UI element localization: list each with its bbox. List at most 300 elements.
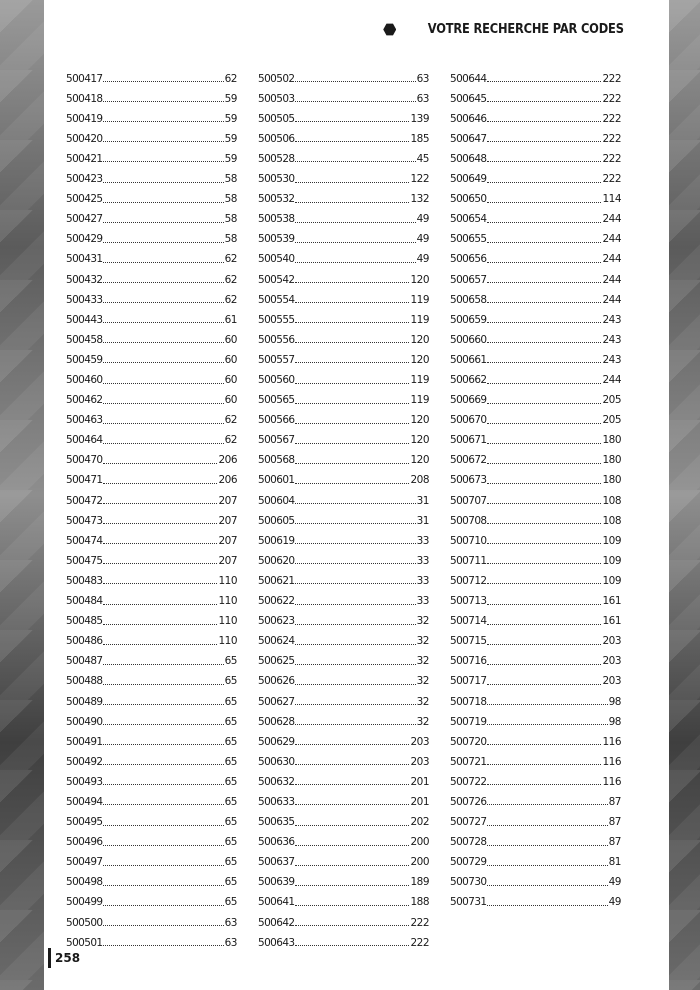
product-code: 500722	[450, 775, 487, 788]
dot-leader	[487, 383, 601, 384]
product-code: 500660	[450, 333, 487, 346]
page-reference: 109	[602, 554, 621, 567]
index-entry	[450, 265, 621, 285]
hexagon-icon	[383, 23, 396, 36]
dot-leader	[487, 885, 607, 886]
index-entry	[450, 607, 621, 627]
index-entry	[450, 386, 621, 406]
dot-leader	[295, 945, 409, 946]
page-reference: 200	[410, 836, 429, 849]
page-reference: 65	[224, 655, 237, 668]
dot-leader	[487, 724, 607, 725]
dot-leader	[103, 724, 223, 725]
product-code: 500427	[66, 213, 103, 226]
page-reference: 180	[602, 434, 621, 447]
product-code: 500710	[450, 534, 487, 547]
product-code: 500459	[66, 353, 103, 366]
product-code: 500626	[258, 675, 295, 688]
page-reference: 49	[416, 213, 429, 226]
product-code: 500420	[66, 132, 103, 145]
page-reference: 203	[602, 655, 621, 668]
page-reference: 222	[602, 152, 621, 165]
dot-leader	[487, 121, 601, 122]
dot-leader	[487, 423, 601, 424]
product-code: 500657	[450, 273, 487, 286]
page-reference: 110	[218, 635, 237, 648]
product-code: 500658	[450, 293, 487, 306]
product-code: 500502	[258, 72, 295, 85]
index-entry	[450, 84, 621, 104]
index-entry	[450, 566, 621, 586]
page-reference: 58	[224, 173, 237, 186]
page-reference: 65	[224, 816, 237, 829]
page-reference: 32	[416, 635, 429, 648]
index-entry	[258, 848, 429, 868]
product-code: 500624	[258, 635, 295, 648]
page-reference: 58	[224, 193, 237, 206]
dot-leader	[487, 483, 601, 484]
index-entry	[258, 466, 429, 486]
index-entry	[66, 566, 237, 586]
page-reference: 59	[224, 112, 237, 125]
product-code: 500731	[450, 896, 487, 909]
dot-leader	[295, 804, 409, 805]
product-code: 500491	[66, 735, 103, 748]
dot-leader	[295, 724, 415, 725]
page-reference: 122	[410, 173, 429, 186]
page-reference: 243	[602, 353, 621, 366]
product-code: 500729	[450, 856, 487, 869]
dot-leader	[295, 865, 409, 866]
page-reference: 59	[224, 152, 237, 165]
page-reference: 114	[602, 193, 621, 206]
page-reference: 87	[608, 836, 621, 849]
dot-leader	[295, 121, 409, 122]
product-code: 500628	[258, 715, 295, 728]
dot-leader	[487, 443, 601, 444]
dot-leader	[295, 101, 415, 102]
index-entry	[66, 64, 237, 84]
index-entry	[66, 667, 237, 687]
dot-leader	[487, 905, 607, 906]
index-entry	[450, 647, 621, 667]
dot-leader	[487, 644, 601, 645]
page-reference: 32	[416, 655, 429, 668]
page-reference: 202	[410, 816, 429, 829]
page-reference: 65	[224, 856, 237, 869]
page-reference: 201	[410, 775, 429, 788]
page-reference: 244	[602, 253, 621, 266]
index-entry	[66, 506, 237, 526]
page-reference: 63	[416, 92, 429, 105]
page-reference: 49	[608, 896, 621, 909]
dot-leader	[487, 202, 601, 203]
dot-leader	[103, 161, 223, 162]
code-index-column-2	[258, 64, 429, 948]
page-reference: 188	[410, 896, 429, 909]
dot-leader	[487, 141, 601, 142]
dot-leader	[103, 684, 223, 685]
product-code: 500528	[258, 152, 295, 165]
product-code: 500633	[258, 795, 295, 808]
dot-leader	[103, 101, 223, 102]
dot-leader	[103, 202, 223, 203]
product-code: 500485	[66, 615, 103, 628]
index-entry	[450, 506, 621, 526]
index-entry	[450, 144, 621, 164]
product-code: 500496	[66, 836, 103, 849]
page-reference: 180	[602, 454, 621, 467]
product-code: 500730	[450, 876, 487, 889]
dot-leader	[487, 865, 607, 866]
page-reference: 87	[608, 795, 621, 808]
page-reference: 222	[602, 173, 621, 186]
page-reference: 60	[224, 394, 237, 407]
page-reference: 98	[608, 715, 621, 728]
index-entry	[66, 205, 237, 225]
index-entry	[450, 807, 621, 827]
index-entry	[66, 185, 237, 205]
index-entry	[258, 486, 429, 506]
index-entry	[450, 104, 621, 124]
page-reference: 205	[602, 414, 621, 427]
dot-leader	[487, 463, 601, 464]
footer-bar	[48, 948, 51, 968]
dot-leader	[295, 443, 409, 444]
index-entry	[66, 707, 237, 727]
dot-leader	[103, 543, 217, 544]
page-reference: 120	[410, 434, 429, 447]
page-reference: 119	[410, 394, 429, 407]
page-reference: 139	[410, 112, 429, 125]
product-code: 500646	[450, 112, 487, 125]
index-entry	[450, 345, 621, 365]
page-reference: 208	[410, 474, 429, 487]
product-code: 500490	[66, 715, 103, 728]
index-entry	[66, 84, 237, 104]
index-entry	[66, 104, 237, 124]
dot-leader	[295, 81, 415, 82]
index-entry	[258, 305, 429, 325]
product-code: 500623	[258, 615, 295, 628]
page-reference: 206	[218, 454, 237, 467]
index-entry	[66, 225, 237, 245]
index-entry	[258, 205, 429, 225]
product-code: 500620	[258, 554, 295, 567]
code-index-column-1	[66, 64, 237, 948]
product-code: 500418	[66, 92, 103, 105]
page-reference: 244	[602, 273, 621, 286]
product-code: 500625	[258, 655, 295, 668]
dot-leader	[103, 503, 217, 504]
dot-leader	[487, 262, 601, 263]
page-reference: 243	[602, 333, 621, 346]
index-entry	[450, 285, 621, 305]
product-code: 500492	[66, 755, 103, 768]
dot-leader	[295, 784, 409, 785]
dot-leader	[295, 624, 415, 625]
index-entry	[258, 607, 429, 627]
index-entry	[450, 787, 621, 807]
index-entry	[258, 727, 429, 747]
product-code: 500460	[66, 374, 103, 386]
page-reference: 63	[416, 72, 429, 85]
page-reference: 200	[410, 856, 429, 869]
product-code: 500629	[258, 735, 295, 748]
product-code: 500429	[66, 233, 103, 246]
page-reference: 119	[410, 374, 429, 386]
page-reference: 244	[602, 233, 621, 246]
page-reference: 185	[410, 132, 429, 145]
index-entry	[258, 446, 429, 466]
dot-leader	[487, 523, 601, 524]
product-code: 500484	[66, 595, 103, 608]
index-entry	[258, 84, 429, 104]
page-reference: 108	[602, 514, 621, 527]
index-entry	[258, 747, 429, 767]
index-entry	[66, 245, 237, 265]
product-code: 500423	[66, 173, 103, 186]
product-code: 500601	[258, 474, 295, 487]
page-reference: 59	[224, 132, 237, 145]
dot-leader	[295, 845, 409, 846]
page-reference: 222	[602, 92, 621, 105]
page-reference: 65	[224, 715, 237, 728]
index-entry	[450, 687, 621, 707]
dot-leader	[103, 81, 223, 82]
index-entry	[66, 687, 237, 707]
product-code: 500494	[66, 795, 103, 808]
index-entry	[450, 486, 621, 506]
product-code: 500489	[66, 695, 103, 708]
dot-leader	[487, 543, 601, 544]
dot-leader	[487, 583, 601, 584]
product-code: 500718	[450, 695, 487, 708]
dot-leader	[487, 342, 601, 343]
product-code: 500648	[450, 152, 487, 165]
dot-leader	[295, 463, 409, 464]
product-code: 500621	[258, 574, 295, 587]
dot-leader	[103, 804, 223, 805]
product-code: 500500	[66, 916, 103, 929]
dot-leader	[487, 161, 601, 162]
dot-leader	[103, 644, 217, 645]
page-reference: 62	[224, 72, 237, 85]
dot-leader	[103, 664, 223, 665]
page-reference: 203	[602, 675, 621, 688]
index-entry	[66, 787, 237, 807]
dot-leader	[103, 845, 223, 846]
page-reference: 222	[410, 936, 429, 949]
page-reference: 62	[224, 253, 237, 266]
index-entry	[66, 325, 237, 345]
index-entry	[450, 667, 621, 687]
dot-leader	[487, 81, 601, 82]
index-entry	[258, 325, 429, 345]
page-reference: 109	[602, 534, 621, 547]
product-code: 500487	[66, 655, 103, 668]
page-reference: 33	[416, 554, 429, 567]
product-code: 500637	[258, 856, 295, 869]
index-entry	[450, 164, 621, 184]
dot-leader	[103, 865, 223, 866]
dot-leader	[103, 523, 217, 524]
index-entry	[258, 124, 429, 144]
index-entry	[258, 345, 429, 365]
dot-leader	[295, 322, 409, 323]
dot-leader	[295, 222, 415, 223]
index-entry	[66, 466, 237, 486]
page-reference: 206	[218, 474, 237, 487]
dot-leader	[295, 483, 409, 484]
page-reference: 33	[416, 574, 429, 587]
page-reference: 108	[602, 494, 621, 507]
index-entry	[450, 627, 621, 647]
product-code: 500726	[450, 795, 487, 808]
index-entry	[450, 124, 621, 144]
dot-leader	[295, 362, 409, 363]
index-entry	[66, 607, 237, 627]
page-reference: 222	[410, 916, 429, 929]
index-entry	[258, 687, 429, 707]
page-reference: 98	[608, 695, 621, 708]
dot-leader	[103, 905, 223, 906]
dot-leader	[295, 604, 415, 605]
index-entry	[66, 848, 237, 868]
product-code: 500632	[258, 775, 295, 788]
product-code: 500642	[258, 916, 295, 929]
index-entry	[258, 225, 429, 245]
product-code: 500721	[450, 755, 487, 768]
page-reference: 119	[410, 313, 429, 326]
product-code: 500661	[450, 353, 487, 366]
product-code: 500488	[66, 675, 103, 688]
background-pattern-left	[0, 0, 44, 990]
index-entry	[258, 566, 429, 586]
index-entry	[450, 747, 621, 767]
dot-leader	[487, 503, 601, 504]
dot-leader	[295, 905, 409, 906]
product-code: 500670	[450, 414, 487, 427]
page-reference: 189	[410, 876, 429, 889]
product-code: 500555	[258, 313, 295, 326]
dot-leader	[487, 242, 601, 243]
index-entry	[258, 586, 429, 606]
index-entry	[258, 908, 429, 928]
dot-leader	[103, 825, 223, 826]
page-reference: 33	[416, 595, 429, 608]
product-code: 500649	[450, 173, 487, 186]
catalog-page	[44, 0, 669, 990]
index-entry	[66, 767, 237, 787]
dot-leader	[103, 383, 223, 384]
index-entry	[258, 426, 429, 446]
product-code: 500417	[66, 72, 103, 85]
index-entry	[258, 888, 429, 908]
product-code: 500472	[66, 494, 103, 507]
index-entry	[66, 627, 237, 647]
page-reference: 207	[218, 494, 237, 507]
page-reference: 49	[416, 253, 429, 266]
product-code: 500486	[66, 635, 103, 648]
dot-leader	[103, 463, 217, 464]
product-code: 500443	[66, 313, 103, 326]
dot-leader	[487, 282, 601, 283]
index-entry	[450, 868, 621, 888]
page-reference: 32	[416, 715, 429, 728]
dot-leader	[487, 784, 601, 785]
dot-leader	[487, 744, 601, 745]
product-code: 500471	[66, 474, 103, 487]
index-entry	[258, 386, 429, 406]
product-code: 500714	[450, 615, 487, 628]
dot-leader	[295, 503, 415, 504]
page-reference: 120	[410, 414, 429, 427]
index-entry	[450, 365, 621, 385]
dot-leader	[103, 141, 223, 142]
dot-leader	[487, 101, 601, 102]
page-reference: 49	[416, 233, 429, 246]
product-code: 500475	[66, 554, 103, 567]
product-code: 500421	[66, 152, 103, 165]
page-reference: 207	[218, 554, 237, 567]
page-reference: 65	[224, 695, 237, 708]
page-reference: 119	[410, 293, 429, 306]
page-reference: 62	[224, 434, 237, 447]
page-number: 258	[55, 951, 81, 965]
dot-leader	[295, 825, 409, 826]
dot-leader	[487, 302, 601, 303]
page-reference: 116	[602, 775, 621, 788]
dot-leader	[487, 322, 601, 323]
index-entry	[258, 365, 429, 385]
product-code: 500716	[450, 655, 487, 668]
product-code: 500419	[66, 112, 103, 125]
page-reference: 61	[224, 313, 237, 326]
dot-leader	[295, 383, 409, 384]
product-code: 500641	[258, 896, 295, 909]
dot-leader	[295, 342, 409, 343]
index-entry	[66, 526, 237, 546]
product-code: 500433	[66, 293, 103, 306]
dot-leader	[103, 443, 223, 444]
page-reference: 203	[410, 755, 429, 768]
page-reference: 120	[410, 273, 429, 286]
dot-leader	[295, 684, 415, 685]
product-code: 500503	[258, 92, 295, 105]
product-code: 500565	[258, 394, 295, 407]
index-entry	[450, 586, 621, 606]
product-code: 500497	[66, 856, 103, 869]
page-reference: 116	[602, 735, 621, 748]
background-pattern-right	[669, 0, 700, 990]
product-code: 500530	[258, 173, 295, 186]
index-entry	[450, 466, 621, 486]
product-code: 500495	[66, 816, 103, 829]
page-reference: 205	[602, 394, 621, 407]
dot-leader	[295, 583, 415, 584]
dot-leader	[487, 764, 601, 765]
page-reference: 161	[602, 615, 621, 628]
dot-leader	[103, 403, 223, 404]
index-entry	[258, 185, 429, 205]
page-reference: 60	[224, 353, 237, 366]
dot-leader	[487, 804, 607, 805]
page-reference: 65	[224, 675, 237, 688]
page-reference: 161	[602, 595, 621, 608]
dot-leader	[295, 141, 409, 142]
product-code: 500635	[258, 816, 295, 829]
